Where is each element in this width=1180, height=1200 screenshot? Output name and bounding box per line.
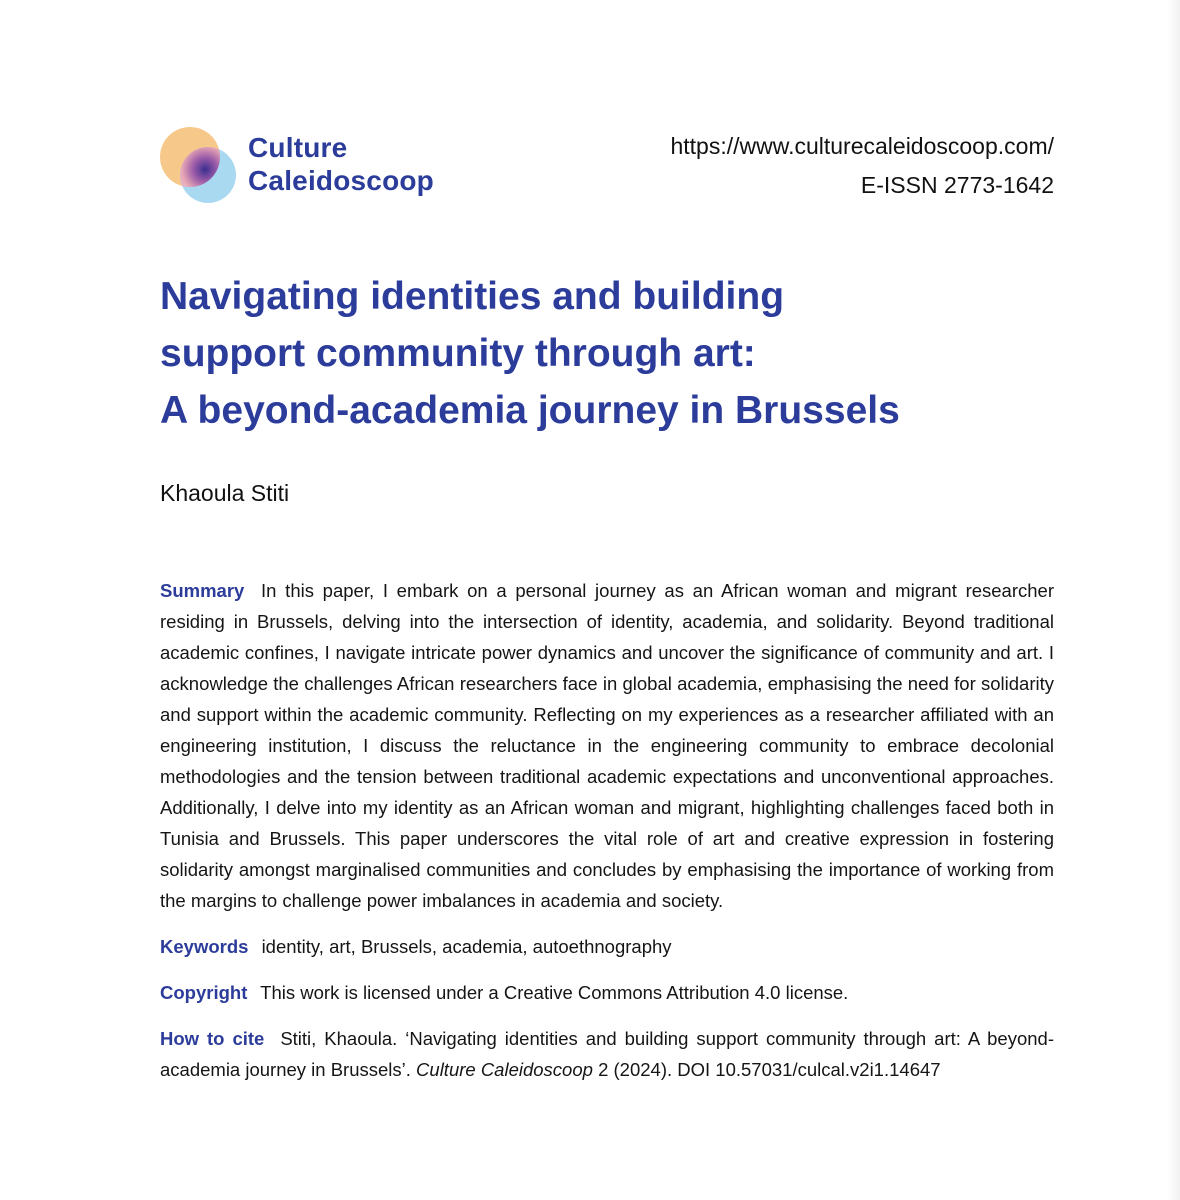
journal-meta	[670, 127, 1054, 205]
journal-url: https://www.culturecaleidoscoop.com/	[670, 133, 1054, 159]
copyright-block	[160, 977, 1054, 1008]
summary-label: Summary	[160, 580, 245, 601]
journal-name	[248, 131, 434, 197]
journal-issn: E-ISSN 2773-1642	[860, 172, 1054, 198]
copyright-label: Copyright	[160, 982, 248, 1003]
title-line-2: support community through art:	[160, 332, 756, 375]
citation-label: How to cite	[160, 1028, 265, 1049]
citation-journal: Culture Caleidoscoop	[416, 1059, 593, 1080]
summary-text: In this paper, I embark on a personal journey as an African woman and migrant researcher residing in Brussels, delving into the intersection of identity, academia, and solidarity. Beyond traditional academic confines, I navigate intricate power dynamics and uncover the significance of community and art. I acknowledge the challenges African researchers face in global academia, emphasising the need for solidarity and support within the academic community. Reflecting on my experiences as a researcher affiliated with an engineering institution, I discuss the reluctance in the engineering community to embrace decolonial methodologies and the tension between traditional academic expectations and unconventional approaches. Additionally, I delve into my identity as an African woman and migrant, highlighting challenges faced both in Tunisia and Brussels. This paper underscores the vital role of art and creative expression in fostering solidarity amongst marginalised communities and concludes by emphasising the importance of working from the margins to challenge power imbalances in academia and society.	[160, 580, 1054, 911]
article-title	[160, 268, 1060, 439]
citation-block	[160, 1023, 1054, 1085]
logo-circles-icon	[160, 127, 240, 207]
citation-text-before: Stiti, Khaoula. ‘Navigating identities and building support community through art: A beyond-academia journey in Brussels’.	[160, 1028, 1055, 1080]
keywords-block	[160, 931, 1054, 962]
keywords-text: identity, art, Brussels, academia, autoethnography	[261, 936, 672, 957]
journal-name-line1: Culture	[248, 132, 348, 163]
copyright-text: This work is licensed under a Creative Commons Attribution 4.0 license.	[260, 982, 849, 1003]
journal-logo	[160, 127, 460, 207]
article-front-matter	[160, 575, 1054, 1085]
keywords-label: Keywords	[160, 936, 249, 957]
title-line-3: A beyond-academia journey in Brussels	[160, 389, 900, 432]
title-line-1: Navigating identities and building	[160, 275, 785, 318]
summary-block	[160, 575, 1054, 916]
journal-name-line2: Caleidoscoop	[248, 165, 434, 196]
article-author: Khaoula Stiti	[160, 480, 290, 506]
citation-text-after: 2 (2024). DOI 10.57031/culcal.v2i1.14647	[598, 1059, 941, 1080]
page-edge-shadow	[1168, 0, 1180, 1200]
